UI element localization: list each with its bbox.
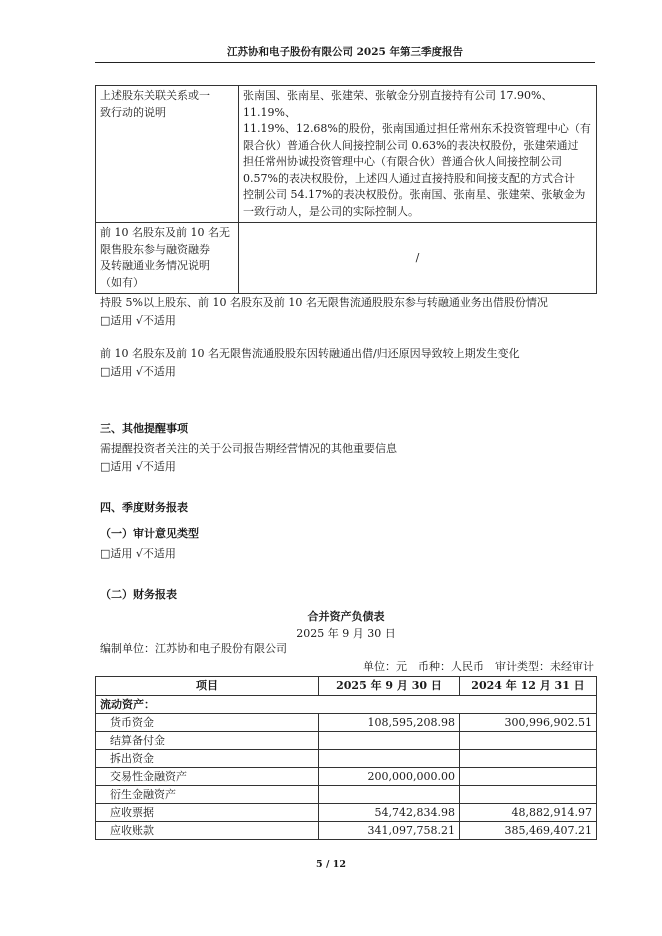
audit-opinion-option: □适用 √不适用 (100, 547, 176, 560)
row-prior-value: 300,996,902.51 (460, 714, 597, 732)
row-item: 交易性金融资产 (96, 768, 319, 786)
row-item: 货币资金 (96, 714, 319, 732)
row-current-value: 108,595,208.98 (319, 714, 460, 732)
current-assets-label: 流动资产： (96, 696, 597, 714)
table-row (96, 696, 597, 714)
table-row (96, 786, 597, 804)
row-prior-value (460, 750, 597, 768)
page-number: 5 / 12 (316, 859, 346, 870)
row-item: 应收账款 (96, 822, 319, 840)
table-header-row (96, 677, 597, 696)
row-prior-value (460, 786, 597, 804)
row-prior-value (460, 732, 597, 750)
related-parties-description: 张南国、张南星、张建荣、张敏金分别直接持有公司 17.90%、11.19%、 11.19%、12.68%的股份，张南国通过担任常州东禾投资管理中心（有 限合伙）普通合伙人间接控制公司 0.63%的表决权股份，张建荣通过 担任常州协诚投资管理中心（有限合伙）普通合伙人间接控制公司 0.57%的表决权股份，上述四人通过直接持股和间接支配的方式合计 控制公司 54.17%的表决权股份。张南国、张南星、张建荣、张敏金为 一致行动人，是公司的实际控制人。 (239, 86, 597, 223)
row-item: 结算备付金 (96, 732, 319, 750)
balance-sheet-date: 2025 年 9 月 30 日 (296, 627, 396, 640)
row-item: 拆出资金 (96, 750, 319, 768)
lending-change-title: 前 10 名股东及前 10 名无限售流通股股东因转融通出借/归还原因导致较上期发生变化 (100, 347, 520, 360)
lending-change-option: □适用 √不适用 (100, 365, 176, 378)
table-row (96, 804, 597, 822)
margin-trading-value: / (239, 223, 597, 294)
table-row (96, 714, 597, 732)
table-row (96, 822, 597, 840)
audit-opinion-heading: （一）审计意见类型 (100, 527, 199, 540)
page-header: 江苏协和电子股份有限公司 2025 年第三季度报告 (95, 44, 595, 63)
row-prior-value: 48,882,914.97 (460, 804, 597, 822)
lending-shares-option: □适用 √不适用 (100, 314, 176, 327)
row-current-value (319, 750, 460, 768)
row-current-value: 200,000,000.00 (319, 768, 460, 786)
row-current-value: 54,742,834.98 (319, 804, 460, 822)
section-3-option: □适用 √不适用 (100, 460, 176, 473)
col-prior-header: 2024 年 12 月 31 日 (460, 677, 597, 696)
financial-statements-heading: （二）财务报表 (100, 588, 177, 601)
row-item: 应收票据 (96, 804, 319, 822)
balance-sheet-title: 合并资产负债表 (307, 610, 385, 623)
row-current-value (319, 786, 460, 804)
col-item-header: 项目 (96, 677, 319, 696)
table-row (96, 223, 597, 294)
row-prior-value (460, 768, 597, 786)
col-current-header: 2025 年 9 月 30 日 (319, 677, 460, 696)
margin-trading-label: 前 10 名股东及前 10 名无 限售股东参与融资融券 及转融通业务情况说明 （如有） (96, 223, 239, 294)
row-current-value: 341,097,758.21 (319, 822, 460, 840)
table-row (96, 86, 597, 223)
table-row (96, 750, 597, 768)
row-item: 衍生金融资产 (96, 786, 319, 804)
table-row (96, 732, 597, 750)
related-parties-label: 上述股东关联关系或一 致行动的说明 (96, 86, 239, 223)
lending-shares-title: 持股 5%以上股东、前 10 名股东及前 10 名无限售流通股股东参与转融通业务出借股份情况 (100, 296, 548, 309)
shareholder-notes-table (95, 85, 597, 294)
row-current-value (319, 732, 460, 750)
section-3-heading: 三、其他提醒事项 (100, 422, 188, 435)
table-row (96, 768, 597, 786)
preparing-entity: 编制单位：江苏协和电子股份有限公司 (100, 642, 287, 655)
section-3-text: 需提醒投资者关注的关于公司报告期经营情况的其他重要信息 (100, 442, 397, 455)
section-4-heading: 四、季度财务报表 (100, 501, 188, 514)
row-prior-value: 385,469,407.21 (460, 822, 597, 840)
unit-currency-audit: 单位：元 币种：人民币 审计类型：未经审计 (363, 660, 594, 673)
balance-sheet-table (95, 676, 597, 840)
